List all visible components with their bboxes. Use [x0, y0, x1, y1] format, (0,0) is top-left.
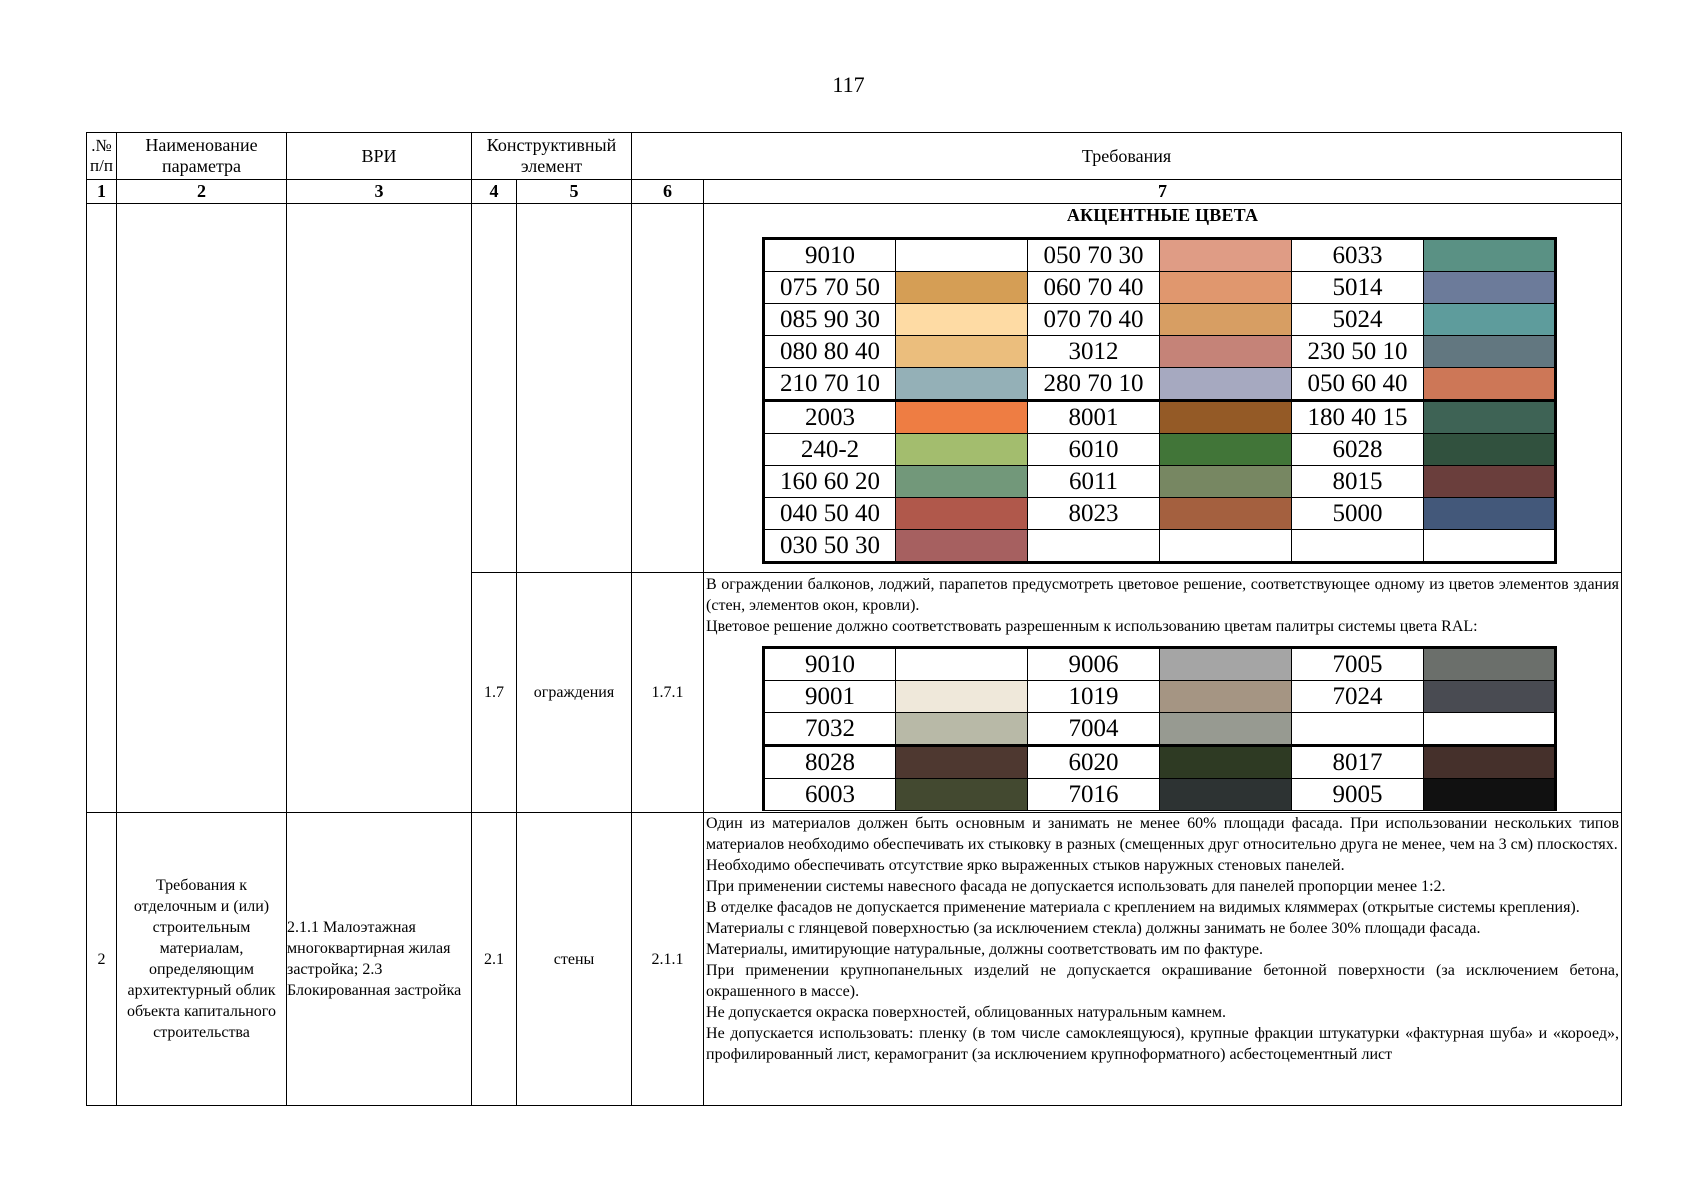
color-code: 085 90 30: [764, 304, 896, 336]
row-2-requirements: [704, 813, 1622, 1106]
index-cell: 3: [287, 180, 472, 204]
color-code: 280 70 10: [1028, 368, 1160, 401]
color-code: 8015: [1292, 466, 1424, 498]
color-code: 6010: [1028, 434, 1160, 466]
color-code: 7032: [764, 713, 896, 746]
color-swatch: [896, 681, 1028, 713]
color-code: 8023: [1028, 498, 1160, 530]
color-code: 9010: [764, 648, 896, 681]
row-1-7-name: ограждения: [517, 573, 632, 813]
empty-cell: [87, 204, 117, 813]
color-code: 9005: [1292, 779, 1424, 811]
color-swatch: [896, 779, 1028, 811]
color-swatch: [896, 401, 1028, 434]
color-swatch: [1160, 336, 1292, 368]
color-code: 180 40 15: [1292, 401, 1424, 434]
palette-row: [764, 713, 1556, 746]
row-1-7-code: 1.7.1: [632, 573, 704, 813]
header-element: Конструктивный элемент: [472, 133, 632, 180]
color-swatch: [1160, 239, 1292, 272]
ral-palette: [762, 646, 1557, 811]
palette-row: [764, 272, 1556, 304]
empty-cell: [287, 204, 472, 813]
req-paragraph: При применении крупнопанельных изделий не допускается окрашивание бетонной поверхности (за исключением бетона, окрашенного в массе).: [706, 962, 1620, 1000]
color-swatch: [1424, 466, 1556, 498]
req-paragraph: Материалы с глянцевой поверхностью (за исключением стекла) должны занимать не более 30% площади фасада.: [706, 920, 1481, 937]
requirements-table: [86, 132, 1622, 1106]
color-code: 1019: [1028, 681, 1160, 713]
row-2-name: Требования к отделочным и (или) строительным материалам, определяющим архитектурный облик объекта капитального строительства: [117, 813, 287, 1106]
palette-row: [764, 648, 1556, 681]
index-cell: 5: [517, 180, 632, 204]
color-swatch: [896, 239, 1028, 272]
index-cell: 6: [632, 180, 704, 204]
color-code: 160 60 20: [764, 466, 896, 498]
header-vri: ВРИ: [287, 133, 472, 180]
row-1-7-requirements: [704, 573, 1622, 813]
accent-palette: [762, 237, 1557, 564]
color-swatch: [1160, 681, 1292, 713]
color-code: 9006: [1028, 648, 1160, 681]
color-swatch: [1424, 336, 1556, 368]
color-code: 9001: [764, 681, 896, 713]
color-code: 070 70 40: [1028, 304, 1160, 336]
req-paragraph: Не допускается окраска поверхностей, облицованных натуральным камнем.: [706, 1004, 1227, 1021]
palette-row: [764, 466, 1556, 498]
palette-row: [764, 368, 1556, 401]
color-swatch: [1424, 434, 1556, 466]
empty-cell: [472, 204, 517, 573]
color-swatch: [1160, 304, 1292, 336]
color-swatch: [1160, 466, 1292, 498]
color-swatch: [1424, 779, 1556, 811]
color-code: 7004: [1028, 713, 1160, 746]
color-swatch: [1160, 401, 1292, 434]
color-swatch: [896, 434, 1028, 466]
header-requirements: Требования: [632, 133, 1622, 180]
color-code: 9010: [764, 239, 896, 272]
color-swatch: [1424, 530, 1556, 563]
color-swatch: [1160, 434, 1292, 466]
row-1-7-text2: Цветовое решение должно соответствовать разрешенным к использованию цветам палитры системы цвета RAL:: [706, 618, 1478, 635]
row-1-7-text1: В ограждении балконов, лоджий, парапетов предусмотреть цветовое решение, соответствующее одному из цветов элементов здания (стен, элементов окон, кровли).: [706, 576, 1620, 614]
req-paragraph: Не допускается использовать: пленку (в том числе самоклеящуюся), крупные фракции штукатурки «фактурная шуба» и «короед», профилированный лист, керамогранит (за исключением крупноформатного) асбестоцементный лист: [706, 1025, 1620, 1063]
color-swatch: [1424, 272, 1556, 304]
color-code: 2003: [764, 401, 896, 434]
color-swatch: [1424, 681, 1556, 713]
color-swatch: [1160, 498, 1292, 530]
color-code: 050 70 30: [1028, 239, 1160, 272]
index-cell: 7: [704, 180, 1622, 204]
color-swatch: [1160, 530, 1292, 563]
color-code: [1028, 530, 1160, 563]
row-2-code: 2.1.1: [632, 813, 704, 1106]
header-name: Наименование параметра: [117, 133, 287, 180]
req-paragraph: Необходимо обеспечивать отсутствие ярко выраженных стыков наружных стеновых панелей.: [706, 857, 1345, 874]
color-code: 050 60 40: [1292, 368, 1424, 401]
color-code: 7005: [1292, 648, 1424, 681]
req-paragraph: В отделке фасадов не допускается применение материала с креплением на видимых кляммерах (открытые системы крепления).: [706, 899, 1580, 916]
color-swatch: [1424, 498, 1556, 530]
empty-cell: [117, 204, 287, 813]
color-code: 080 80 40: [764, 336, 896, 368]
color-swatch: [1424, 368, 1556, 401]
index-row: [87, 180, 1622, 204]
color-code: 8028: [764, 746, 896, 779]
accent-row: [87, 204, 1622, 573]
color-code: 6028: [1292, 434, 1424, 466]
row-1-7-num: 1.7: [472, 573, 517, 813]
empty-cell: [632, 204, 704, 573]
color-swatch: [896, 336, 1028, 368]
color-code: [1292, 713, 1424, 746]
color-swatch: [896, 713, 1028, 746]
palette-row: [764, 336, 1556, 368]
index-cell: 1: [87, 180, 117, 204]
color-swatch: [896, 466, 1028, 498]
row-2-num: 2: [87, 813, 117, 1106]
color-swatch: [1424, 239, 1556, 272]
header-num: .№ п/п: [87, 133, 117, 180]
req-paragraph: При применении системы навесного фасада не допускается использовать для панелей пропорции менее 1:2.: [706, 878, 1446, 895]
color-code: 7024: [1292, 681, 1424, 713]
color-code: 060 70 40: [1028, 272, 1160, 304]
accent-title: АКЦЕНТНЫЕ ЦВЕТА: [1066, 205, 1259, 225]
palette-row: [764, 530, 1556, 563]
color-swatch: [1160, 368, 1292, 401]
accent-requirements-cell: [704, 204, 1622, 573]
color-code: 030 50 30: [764, 530, 896, 563]
color-swatch: [1424, 746, 1556, 779]
color-code: 8017: [1292, 746, 1424, 779]
palette-row: [764, 498, 1556, 530]
color-code: 6011: [1028, 466, 1160, 498]
palette-row: [764, 434, 1556, 466]
empty-cell: [517, 204, 632, 573]
color-swatch: [896, 272, 1028, 304]
color-code: 040 50 40: [764, 498, 896, 530]
color-code: 5014: [1292, 272, 1424, 304]
color-code: 6003: [764, 779, 896, 811]
color-swatch: [1424, 401, 1556, 434]
header-row: [87, 133, 1622, 180]
color-code: 240-2: [764, 434, 896, 466]
color-code: 230 50 10: [1292, 336, 1424, 368]
color-swatch: [1160, 713, 1292, 746]
color-code: 075 70 50: [764, 272, 896, 304]
index-cell: 4: [472, 180, 517, 204]
palette-row: [764, 746, 1556, 779]
color-swatch: [896, 304, 1028, 336]
color-swatch: [896, 530, 1028, 563]
color-swatch: [896, 498, 1028, 530]
color-swatch: [896, 746, 1028, 779]
req-paragraph: Один из материалов должен быть основным и занимать не менее 60% площади фасада. При использовании нескольких типов материалов необходимо обеспечивать их стыковку в разных (смещенных друг относительно друга не менее, чем на 3 см) плоскостях.: [706, 815, 1620, 853]
color-swatch: [1160, 272, 1292, 304]
page-number: 117: [832, 72, 865, 97]
color-code: 8001: [1028, 401, 1160, 434]
color-swatch: [1160, 779, 1292, 811]
color-code: 6020: [1028, 746, 1160, 779]
color-swatch: [1160, 648, 1292, 681]
color-swatch: [1424, 713, 1556, 746]
palette-row: [764, 304, 1556, 336]
req-paragraph: Материалы, имитирующие натуральные, должны соответствовать им по фактуре.: [706, 941, 1263, 958]
color-code: 3012: [1028, 336, 1160, 368]
color-code: 7016: [1028, 779, 1160, 811]
color-code: 5000: [1292, 498, 1424, 530]
row-2: [87, 813, 1622, 1106]
color-swatch: [896, 368, 1028, 401]
color-swatch: [1424, 304, 1556, 336]
palette-row: [764, 681, 1556, 713]
color-code: 210 70 10: [764, 368, 896, 401]
index-cell: 2: [117, 180, 287, 204]
row-2-el-name: стены: [517, 813, 632, 1106]
palette-row: [764, 239, 1556, 272]
color-code: [1292, 530, 1424, 563]
palette-row: [764, 401, 1556, 434]
color-swatch: [896, 648, 1028, 681]
color-swatch: [1424, 648, 1556, 681]
row-2-vri: 2.1.1 Малоэтажная многоквартирная жилая застройка; 2.3 Блокированная застройка: [287, 813, 472, 1106]
row-2-el-num: 2.1: [472, 813, 517, 1106]
color-code: 5024: [1292, 304, 1424, 336]
color-code: 6033: [1292, 239, 1424, 272]
palette-row: [764, 779, 1556, 811]
color-swatch: [1160, 746, 1292, 779]
